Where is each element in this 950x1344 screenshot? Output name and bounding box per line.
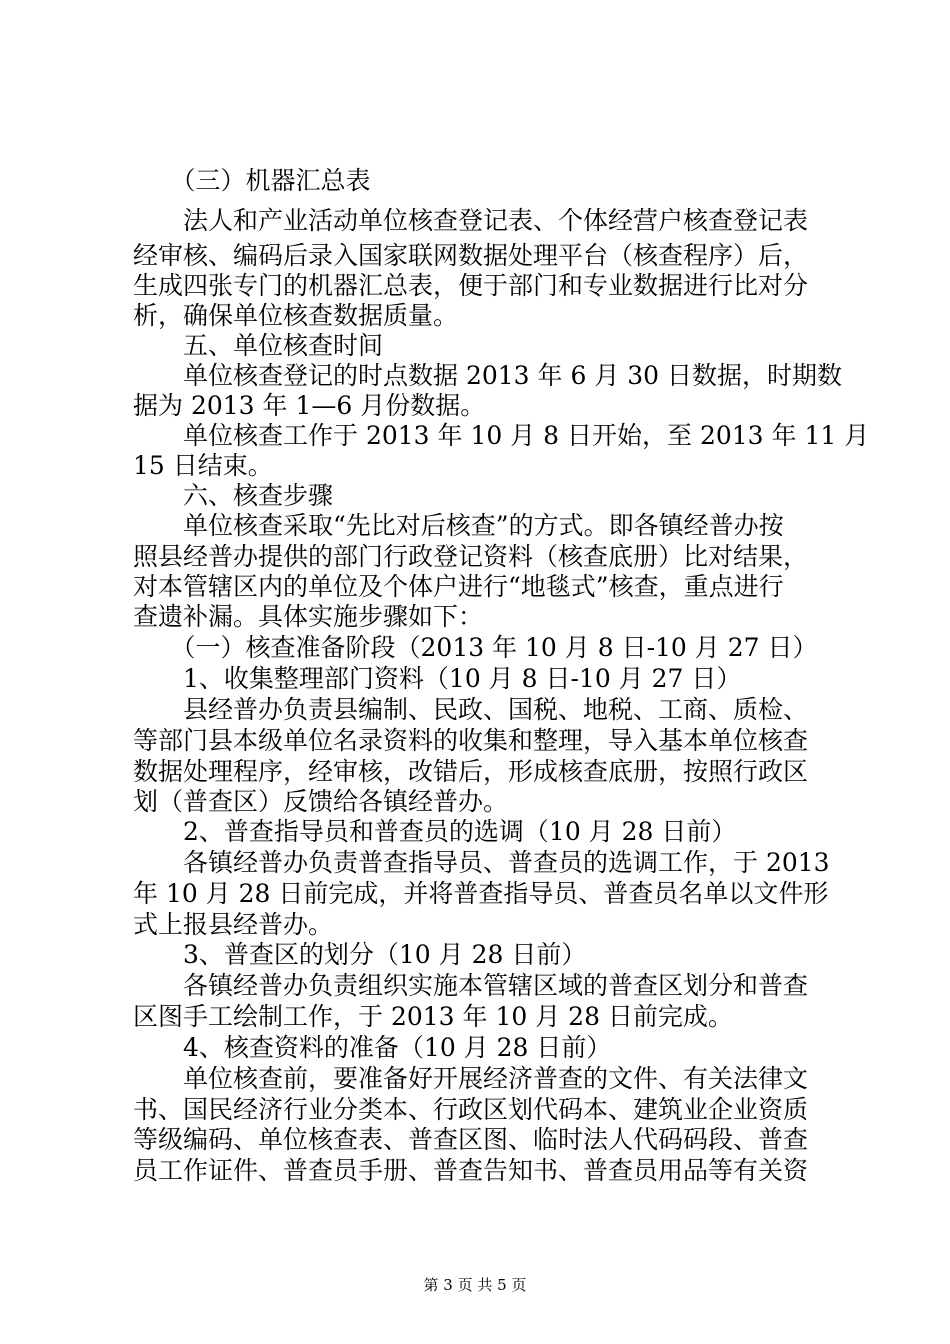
text-line: （三）机器汇总表 xyxy=(133,166,371,195)
text-line: 书、国民经济行业分类本、行政区划代码本、建筑业企业资质 xyxy=(133,1095,809,1124)
text-line: 单位核查采取“先比对后核查”的方式。即各镇经普办按 xyxy=(133,511,784,540)
text-line: 式上报县经普办。 xyxy=(133,910,334,939)
text-line: 县经普办负责县编制、民政、国税、地税、工商、质检、 xyxy=(133,695,809,724)
text-line: 等级编码、单位核查表、普查区图、临时法人代码码段、普查 xyxy=(133,1125,809,1154)
text-line: 划（普查区）反馈给各镇经普办。 xyxy=(133,787,509,816)
text-line: 照县经普办提供的部门行政登记资料（核查底册）比对结果， xyxy=(133,542,809,571)
text-line: 各镇经普办负责组织实施本管辖区域的普查区划分和普查 xyxy=(133,971,809,1000)
text-line: 2、普查指导员和普查员的选调（10 月 28 日前） xyxy=(133,817,737,846)
text-line: 1、收集整理部门资料（10 月 8 日-10 月 27 日） xyxy=(133,664,742,693)
text-line: 3、普查区的划分（10 月 28 日前） xyxy=(133,940,587,969)
text-line: 五、单位核查时间 xyxy=(133,331,384,360)
text-line: 15 日结束。 xyxy=(133,451,273,480)
text-line: 4、核查资料的准备（10 月 28 日前） xyxy=(133,1033,612,1062)
text-line: 析，确保单位核查数据质量。 xyxy=(133,301,459,330)
text-line: 生成四张专门的机器汇总表，便于部门和专业数据进行比对分 xyxy=(133,271,809,300)
text-line: 等部门县本级单位名录资料的收集和整理，导入基本单位核查 xyxy=(133,726,809,755)
text-line: 六、核查步骤 xyxy=(133,481,334,510)
text-line: 法人和产业活动单位核查登记表、个体经营户核查登记表 xyxy=(133,206,809,235)
text-line: 年 10 月 28 日前完成，并将普查指导员、普查员名单以文件形 xyxy=(133,879,829,908)
page-footer: 第 3 页 共 5 页 xyxy=(423,1276,527,1294)
text-line: 单位核查前，要准备好开展经济普查的文件、有关法律文 xyxy=(133,1064,809,1093)
text-line: （一）核查准备阶段（2013 年 10 月 8 日-10 月 27 日） xyxy=(133,633,818,662)
text-line: 数据处理程序，经审核，改错后，形成核查底册，按照行政区 xyxy=(133,757,809,786)
text-line: 查遗补漏。具体实施步骤如下： xyxy=(133,602,484,631)
text-line: 对本管辖区内的单位及个体户进行“地毯式”核查，重点进行 xyxy=(133,572,784,601)
text-line: 单位核查工作于 2013 年 10 月 8 日开始，至 2013 年 11 月 xyxy=(133,421,870,450)
text-line: 员工作证件、普查员手册、普查告知书、普查员用品等有关资 xyxy=(133,1156,809,1185)
text-line: 各镇经普办负责普查指导员、普查员的选调工作，于 2013 xyxy=(133,848,830,877)
text-line: 单位核查登记的时点数据 2013 年 6 月 30 日数据，时期数 xyxy=(133,361,843,390)
text-line: 经审核、编码后录入国家联网数据处理平台（核查程序）后， xyxy=(133,241,809,270)
text-line: 据为 2013 年 1—6 月份数据。 xyxy=(133,391,486,420)
text-line: 区图手工绘制工作，于 2013 年 10 月 28 日前完成。 xyxy=(133,1002,733,1031)
